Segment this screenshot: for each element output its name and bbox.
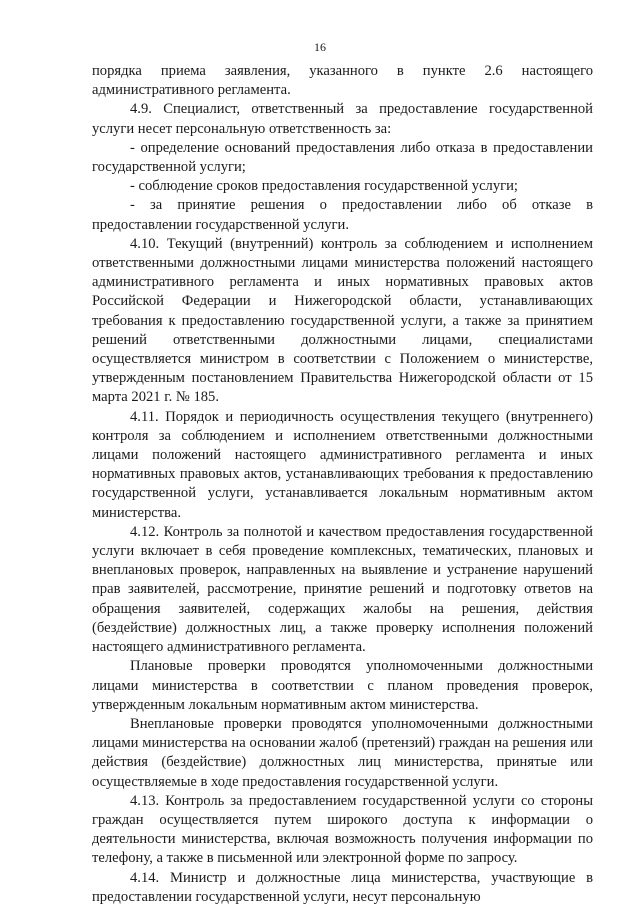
paragraph-4-14: 4.14. Министр и должностные лица министерства, участвующие в предоставлении государственной услуги, несут персональную	[92, 869, 593, 905]
paragraph-4-12: 4.12. Контроль за полнотой и качеством предоставления государственной услуги включает в себя проведение комплексных, тематических, плановых и внеплановых проверок, направленных на выявление и устранение нарушений прав заявителей, рассмотрение, принятие решений и подготовку ответов на обращения заявителей, содержащих жалобы на решения, действия (бездействие) должностных лиц, а также проверку исполнения положений настоящего административного регламента.	[92, 523, 593, 656]
paragraph-unplanned-inspections: Внеплановые проверки проводятся уполномоченными должностными лицами министерства на основании жалоб (претензий) граждан на решения или действия (бездействие) должностных лиц министерства, принятые или осуществляемые в ходе предоставления государственной услуги.	[92, 715, 593, 790]
document-body	[92, 62, 593, 907]
paragraph-continuation: порядка приема заявления, указанного в пункте 2.6 настоящего административного регламента.	[92, 63, 593, 99]
page-number: 16	[314, 40, 326, 54]
paragraph-4-11: 4.11. Порядок и периодичность осуществления текущего (внутреннего) контроля за соблюдением и исполнением ответственными должностными лицами положений настоящего административного регламента и иных нормативных правовых актов, устанавливающих требования к предоставлению государственной услуги, устанавливается локальным нормативным актом министерства.	[92, 408, 593, 521]
paragraph-planned-inspections: Плановые проверки проводятся уполномоченными должностными лицами министерства в соответствии с планом проведения проверок, утвержденным локальным нормативным актом министерства.	[92, 658, 593, 713]
list-item: - соблюдение сроков предоставления государственной услуги;	[130, 178, 518, 195]
paragraph-4-13: 4.13. Контроль за предоставлением государственной услуги со стороны граждан осуществляется путем широкого доступа к информации о деятельности министерства, включая возможность получения информации по телефону, а также в письменной или электронной форме по запросу.	[92, 792, 593, 867]
list-item: - за принятие решения о предоставлении либо об отказе в предоставлении государственной услуги.	[92, 197, 593, 233]
paragraph-4-10: 4.10. Текущий (внутренний) контроль за соблюдением и исполнением ответственными должностными лицами министерства положений настоящего административного регламента и иных нормативных правовых актов Российской Федерации и Нижегородской области, устанавливающих требования к предоставлению государственной услуги, а также за принятием решений ответственными должностными лицами, специалистами осуществляется министром в соответствии с Положением о министерстве, утвержденным постановлением Правительства Нижегородской области от 15 марта 2021 г. № 185.	[92, 235, 593, 406]
paragraph-4-9: 4.9. Специалист, ответственный за предоставление государственной услуги несет персональную ответственность за:	[92, 101, 593, 137]
list-item: - определение оснований предоставления либо отказа в предоставлении государственной услуги;	[92, 139, 593, 176]
